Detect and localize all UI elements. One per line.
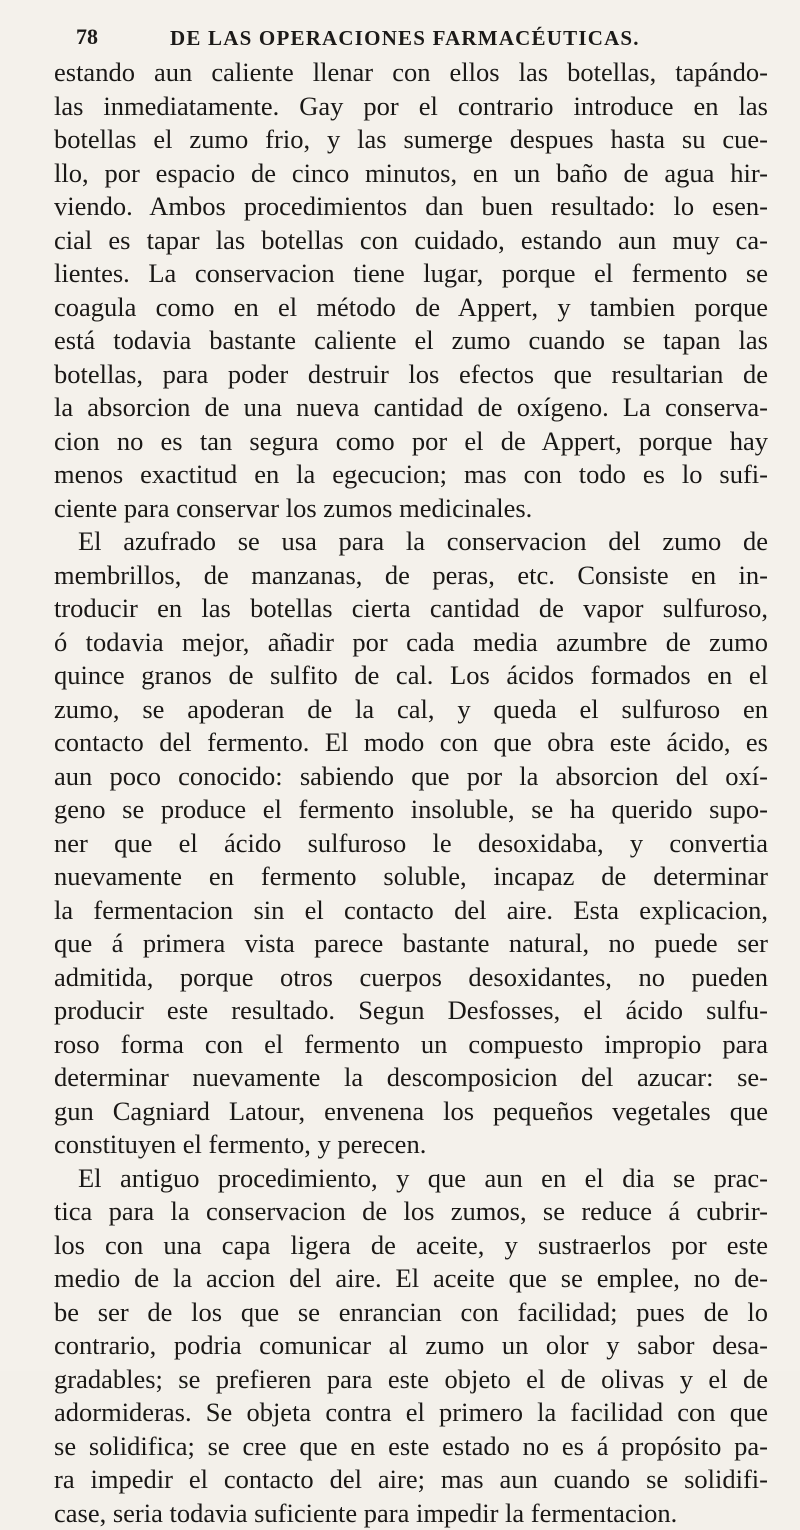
text-line: se solidifica; se cree que en este estado no es á propósito pa-	[54, 1430, 768, 1464]
text-line: determinar nuevamente la descomposicion del azucar: se-	[54, 1061, 768, 1095]
text-line: que á primera vista parece bastante natural, no puede ser	[54, 927, 768, 961]
text-line: cion no es tan segura como por el de Appert, porque hay	[54, 425, 768, 459]
text-line: contacto del fermento. El modo con que obra este ácido, es	[54, 726, 768, 760]
paragraph	[54, 56, 768, 525]
text-line: coagula como en el método de Appert, y tambien porque	[54, 291, 768, 325]
paragraph	[54, 525, 768, 1162]
text-line: las inmediatamente. Gay por el contrario introduce en las	[54, 90, 768, 124]
text-line: roso forma con el fermento un compuesto impropio para	[54, 1028, 768, 1062]
text-line: ó todavia mejor, añadir por cada media azumbre de zumo	[54, 626, 768, 660]
text-line: constituyen el fermento, y perecen.	[54, 1128, 768, 1162]
text-line: nuevamente en fermento soluble, incapaz de determinar	[54, 860, 768, 894]
text-line: menos exactitud en la egecucion; mas con todo es lo sufi-	[54, 458, 768, 492]
text-line: ner que el ácido sulfuroso le desoxidaba, y convertia	[54, 827, 768, 861]
text-line: gun Cagniard Latour, envenena los pequeños vegetales que	[54, 1095, 768, 1129]
text-line: troducir en las botellas cierta cantidad de vapor sulfuroso,	[54, 592, 768, 626]
text-line: lientes. La conservacion tiene lugar, porque el fermento se	[54, 257, 768, 291]
text-line: zumo, se apoderan de la cal, y queda el sulfuroso en	[54, 693, 768, 727]
running-title: DE LAS OPERACIONES FARMACÉUTICAS.	[170, 26, 640, 51]
text-line: case, seria todavia suficiente para impedir la fermentacion.	[54, 1497, 768, 1530]
text-line: admitida, porque otros cuerpos desoxidantes, no pueden	[54, 961, 768, 995]
page-number: 78	[76, 24, 98, 50]
text-line: tica para la conservacion de los zumos, se reduce á cubrir-	[54, 1195, 768, 1229]
text-line: El antiguo procedimiento, y que aun en el dia se prac-	[54, 1162, 768, 1196]
text-line: geno se produce el fermento insoluble, se ha querido supo-	[54, 793, 768, 827]
text-line: medio de la accion del aire. El aceite que se emplee, no de-	[54, 1262, 768, 1296]
text-line: cial es tapar las botellas con cuidado, estando aun muy ca-	[54, 224, 768, 258]
text-line: la fermentacion sin el contacto del aire. Esta explicacion,	[54, 894, 768, 928]
text-line: El azufrado se usa para la conservacion del zumo de	[54, 525, 768, 559]
text-line: ciente para conservar los zumos medicinales.	[54, 492, 768, 526]
body-text	[54, 56, 768, 1530]
text-line: estando aun caliente llenar con ellos las botellas, tapándo-	[54, 56, 768, 90]
text-line: ra impedir el contacto del aire; mas aun cuando se solidifi-	[54, 1463, 768, 1497]
text-line: be ser de los que se enrancian con facilidad; pues de lo	[54, 1296, 768, 1330]
text-line: está todavia bastante caliente el zumo cuando se tapan las	[54, 324, 768, 358]
text-line: botellas el zumo frio, y las sumerge despues hasta su cue-	[54, 123, 768, 157]
text-line: llo, por espacio de cinco minutos, en un baño de agua hir-	[54, 157, 768, 191]
text-line: producir este resultado. Segun Desfosses, el ácido sulfu-	[54, 994, 768, 1028]
text-line: quince granos de sulfito de cal. Los ácidos formados en el	[54, 659, 768, 693]
text-line: contrario, podria comunicar al zumo un olor y sabor desa-	[54, 1329, 768, 1363]
text-line: membrillos, de manzanas, de peras, etc. Consiste en in-	[54, 559, 768, 593]
text-line: aun poco conocido: sabiendo que por la absorcion del oxí-	[54, 760, 768, 794]
text-line: gradables; se prefieren para este objeto el de olivas y el de	[54, 1363, 768, 1397]
paragraph	[54, 1162, 768, 1530]
page-header	[76, 18, 756, 58]
text-line: botellas, para poder destruir los efectos que resultarian de	[54, 358, 768, 392]
text-line: los con una capa ligera de aceite, y sustraerlos por este	[54, 1229, 768, 1263]
text-line: adormideras. Se objeta contra el primero la facilidad con que	[54, 1396, 768, 1430]
text-line: viendo. Ambos procedimientos dan buen resultado: lo esen-	[54, 190, 768, 224]
text-line: la absorcion de una nueva cantidad de oxígeno. La conserva-	[54, 391, 768, 425]
